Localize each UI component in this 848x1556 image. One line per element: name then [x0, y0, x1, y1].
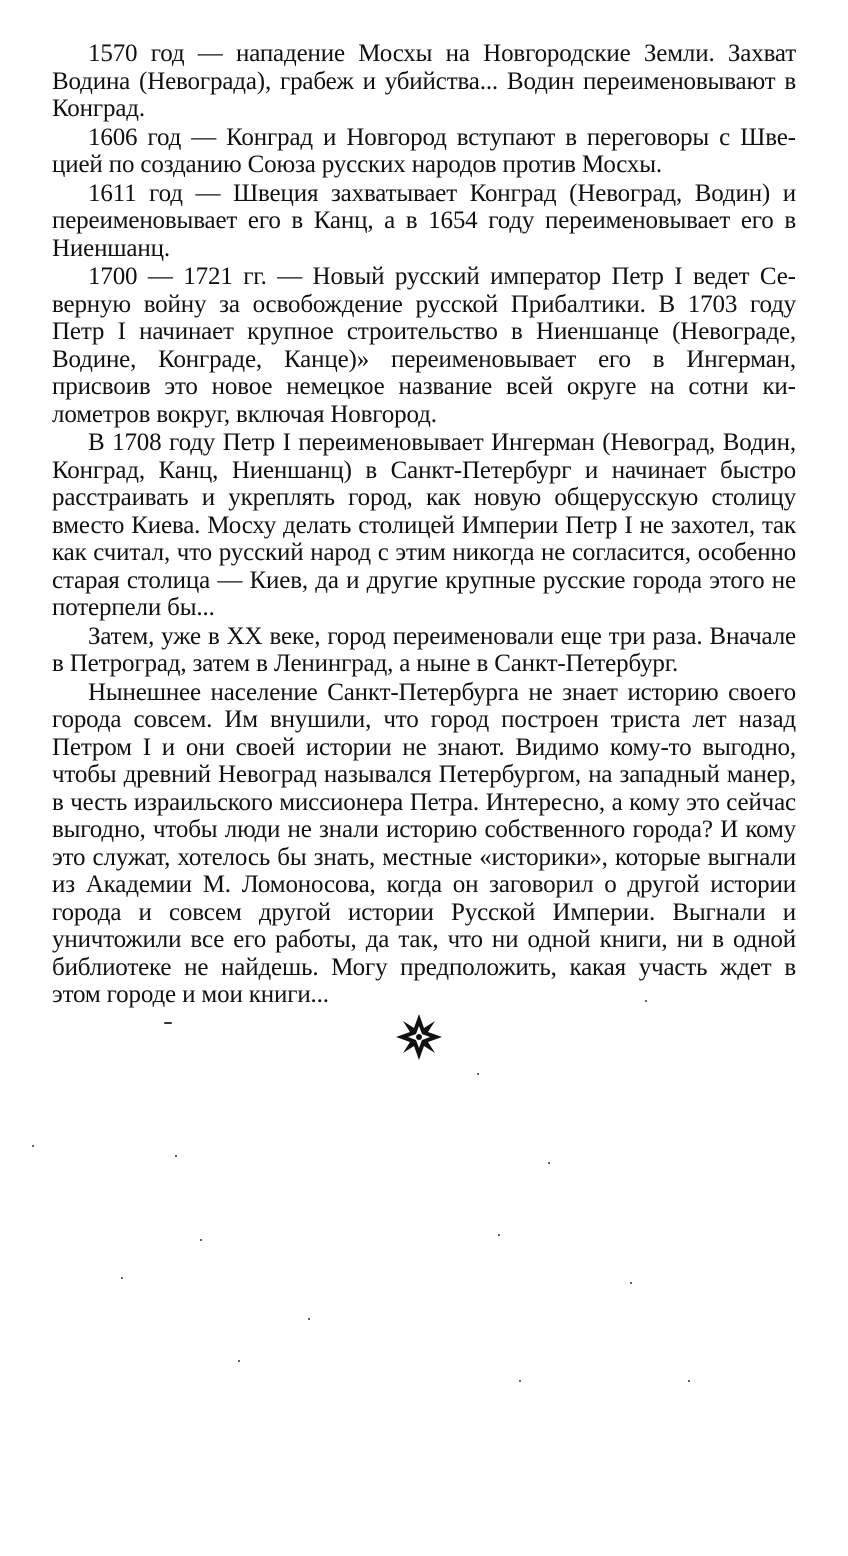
scan-speck	[121, 1277, 123, 1279]
scan-speck	[477, 1073, 479, 1075]
star-center	[416, 1034, 422, 1040]
scan-speck	[238, 1360, 240, 1362]
paragraph-1611: 1611 год — Швеция захватывает Конград (Невоград, Водин) и переименовывает его в Канц, а в 1654 году переименовывает его в Ниеншанц.	[52, 179, 796, 262]
paragraph-current-population: Нынешнее население Санкт-Петербурга не знает историю своего города совсем. Им внушили, что город построен триста лет назад Петром I и они своей истории не знают. Видимо кому-то выгодно, чтобы древний Невоград назывался Петербургом, на западный манер, в честь израильского миссионера Петра. Интересно, а кому это сейчас выгодно, чтобы люди не знали историю собственного города? И кому это служат, хотелось бы знать, местные «историки», которые выгнали из Академии М. Ломоносова, когда он заговорил о другой истории города и совсем другой истории Русской Империи. Выгнали и уничтожили все его работы, да так, что ни одной книги, ни в одной библиотеке не найдешь. Могу предположить, какая участь ждет в этом городе и мои книги...	[52, 678, 796, 1008]
paragraph-1606: 1606 год — Конград и Новгород вступают в переговоры с Швецией по созданию Союза русских народов против Мосхы.	[52, 123, 796, 178]
paragraph-xx-century: Затем, уже в XX веке, город переименовали еще три раза. Вначале в Петроград, затем в Ленинград, а ныне в Санкт-Петербург.	[52, 622, 796, 677]
scan-speck	[200, 1239, 202, 1241]
body-text	[52, 40, 796, 1010]
scan-speck	[630, 1282, 632, 1284]
paragraph-1570: 1570 год — нападение Мосхы на Новгородские Земли. Захват Водина (Невограда), грабеж и убийства... Водин переименовывают в Конград.	[52, 40, 796, 122]
scan-speck	[164, 1022, 172, 1024]
scan-speck	[688, 1380, 690, 1382]
scan-speck	[548, 1162, 550, 1164]
scan-speck	[175, 1155, 177, 1157]
scan-speck	[308, 1318, 310, 1320]
ornament-svg	[394, 1012, 444, 1062]
paragraph-1700-1721: 1700 — 1721 гг. — Новый русский император Петр I ведет Северную войну за освобождение русской Прибалтики. В 1703 году Петр I начинает крупное строительство в Ниеншанце (Невограде, Водине, Конграде, Канце)» переименовывает его в Ингерман, присвоив это новое немецкое название всей округе на сотни километров вокруг, включая Новгород.	[52, 263, 796, 428]
eight-pointed-star-icon	[394, 1012, 444, 1062]
paragraph-1708: В 1708 году Петр I переименовывает Ингерман (Невоград, Водин, Конград, Канц, Ниеншанц) в Санкт-Петербург и начинает быстро расстраивать и укреплять город, как новую общерусскую столицу вместо Киева. Мосху делать столицей Империи Петр I не захотел, так как считал, что русский народ с этим никогда не согласится, особенно старая столица — Киев, да и другие крупные русские города этого не потерпели бы...	[52, 429, 796, 621]
scan-speck	[498, 1234, 500, 1236]
scan-speck	[645, 1000, 647, 1002]
scan-speck	[519, 1380, 521, 1382]
scan-speck	[32, 1145, 34, 1147]
